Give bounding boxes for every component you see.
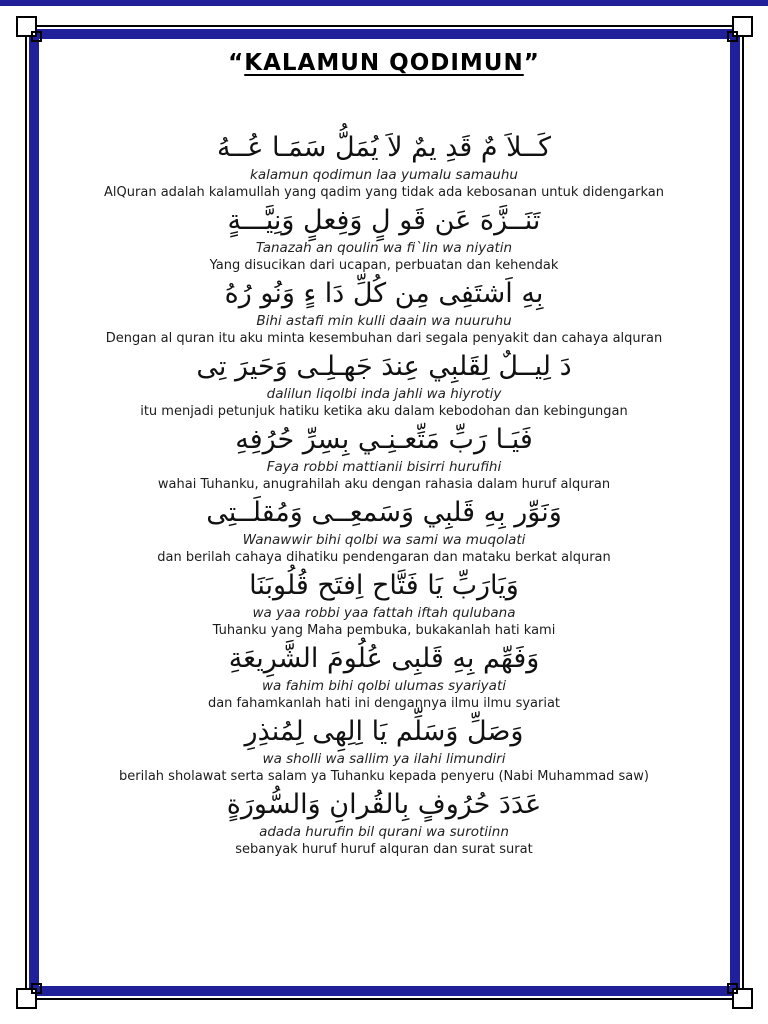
transliteration-line: Bihi astafi min kulli daain wa nuuruhu bbox=[256, 313, 512, 329]
stanza bbox=[56, 785, 712, 858]
translation-line: wahai Tuhanku, anugrahilah aku dengan rahasia dalam huruf alquran bbox=[157, 477, 611, 492]
stanza bbox=[56, 274, 712, 347]
transliteration-line: wa fahim bihi qolbi ulumas syariyati bbox=[261, 678, 506, 694]
transliteration-line: Tanazah an qoulin wa fi`lin wa niyatin bbox=[255, 240, 513, 256]
page-title bbox=[56, 50, 712, 76]
title-text: KALAMUN QODIMUN bbox=[244, 50, 524, 76]
stanza bbox=[56, 128, 712, 201]
transliteration-line: Wanawwir bihi qolbi wa sami wa muqolati bbox=[242, 532, 526, 548]
arabic-verse: فَيَـا رَبِّ مَتِّعـنِـي بِسِرِّ حُرُفِهِ bbox=[235, 424, 533, 455]
translation-line: Yang disucikan dari ucapan, perbuatan dan kehendak bbox=[209, 258, 559, 273]
transliteration-line: Faya robbi mattianii bisirri hurufihi bbox=[266, 459, 502, 475]
transliteration-line: dalilun liqolbi inda jahli wa hiyrotiy bbox=[266, 386, 502, 402]
arabic-verse: دَ لِيــلٌ لِقَلبِي عِندَ جَهـلِـى وَحَيرَ تِى bbox=[196, 351, 572, 382]
translation-line: itu menjadi petunjuk hatiku ketika aku dalam kebodohan dan kebingungan bbox=[140, 404, 628, 419]
stanza bbox=[56, 347, 712, 420]
arabic-verse: عَدَدَ حُرُوفٍ بِالقُرانِ وَالسُّورَةٍ bbox=[226, 789, 542, 820]
transliteration-line: adada hurufin bil qurani wa surotiinn bbox=[259, 824, 509, 840]
arabic-verse: وَصَلِّ وَسَلِّم يَا اِلِهِى لِمُنذِرِ bbox=[244, 716, 524, 747]
transliteration-line: wa yaa robbi yaa fattah iftah qulubana bbox=[252, 605, 516, 621]
translation-line: dan berilah cahaya dihatiku pendengaran dan mataku berkat alquran bbox=[157, 550, 611, 565]
arabic-verse: كَــلاَ مٌ قَدِ يمٌ لاَ يُمَلُّ سَمَـا عُــهُ bbox=[217, 132, 551, 163]
arabic-verse: وَنَوِّر بِهِ قَلبِي وَسَمعِــى وَمُقلَــتِى bbox=[206, 497, 562, 528]
arabic-verse: بِهِ اَشتَفِى مِن كُلِّ دَا ءٍ وَنُو رُهُ bbox=[224, 278, 544, 309]
border-corner-inner-top-left bbox=[31, 31, 42, 42]
transliteration-line: kalamun qodimun laa yumalu samauhu bbox=[250, 167, 518, 183]
top-edge-bar bbox=[0, 0, 768, 6]
arabic-verse: وَيَارَبِّ يَا فَتَّاح اِفتَح قُلُوبَنَا bbox=[249, 570, 519, 601]
stanza bbox=[56, 493, 712, 566]
transliteration-line: wa sholli wa sallim ya ilahi limundiri bbox=[262, 751, 506, 767]
translation-line: AlQuran adalah kalamullah yang qadim yang tidak ada kebosanan untuk didengarkan bbox=[104, 185, 664, 200]
border-corner-inner-bottom-left bbox=[31, 983, 42, 994]
stanza bbox=[56, 420, 712, 493]
stanza bbox=[56, 639, 712, 712]
stanza bbox=[56, 201, 712, 274]
title-close-quote: ” bbox=[523, 50, 540, 76]
translation-line: Tuhanku yang Maha pembuka, bukakanlah hati kami bbox=[212, 623, 556, 638]
arabic-verse: تَنَــزَّهَ عَن قَو لٍ وَفِعلٍ وَنِيَّـــةٍ bbox=[227, 205, 541, 236]
title-open-quote: “ bbox=[228, 50, 245, 76]
stanza-list bbox=[56, 128, 712, 858]
translation-line: dan fahamkanlah hati ini dengannya ilmu ilmu syariat bbox=[207, 696, 561, 711]
arabic-verse: وَفَهِّم بِهِ قَلبِى عُلُومَ الشَّرِيعَةِ bbox=[228, 643, 540, 674]
stanza bbox=[56, 566, 712, 639]
translation-line: sebanyak huruf huruf alquran dan surat surat bbox=[235, 842, 533, 857]
translation-line: Dengan al quran itu aku minta kesembuhan dari segala penyakit dan cahaya alquran bbox=[105, 331, 663, 346]
border-corner-inner-top-right bbox=[727, 31, 738, 42]
page-content bbox=[56, 50, 712, 858]
translation-line: berilah sholawat serta salam ya Tuhanku kepada penyeru (Nabi Muhammad saw) bbox=[119, 769, 649, 784]
border-corner-inner-bottom-right bbox=[727, 983, 738, 994]
stanza bbox=[56, 712, 712, 785]
